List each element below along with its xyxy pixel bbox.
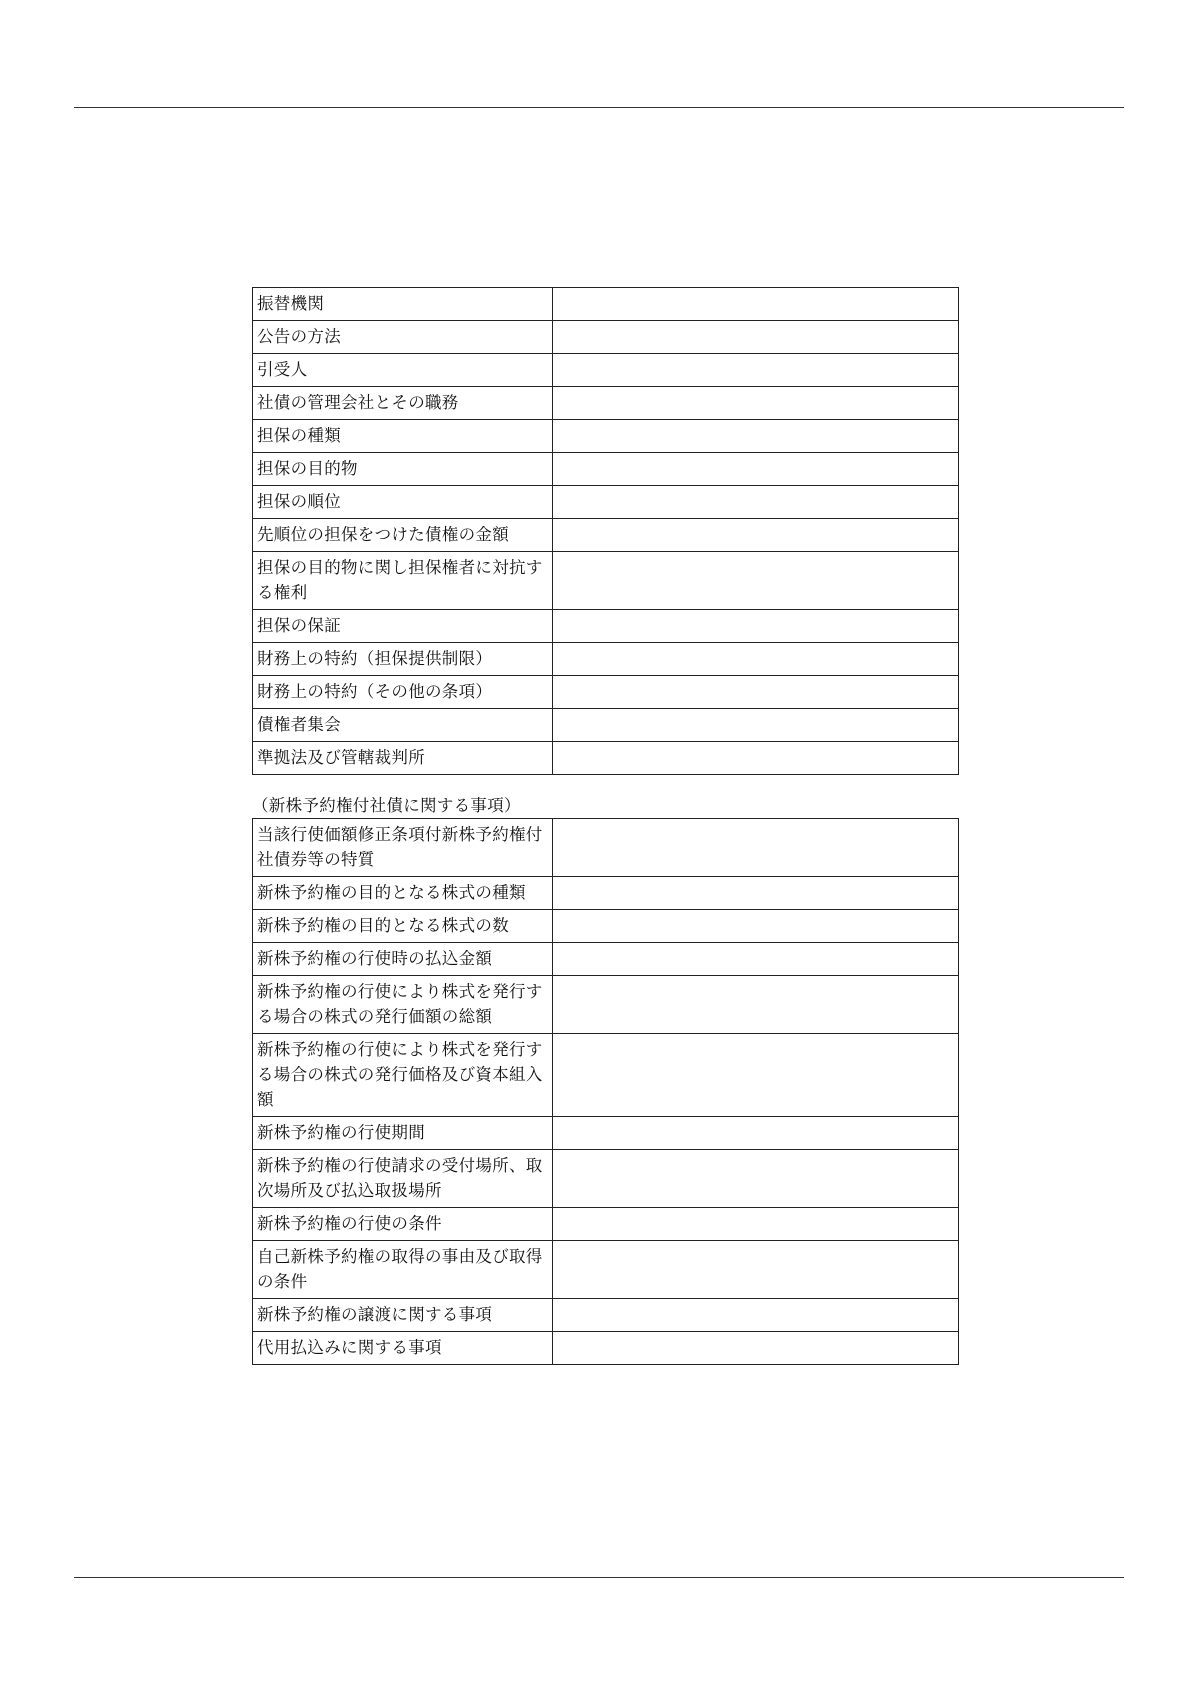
row-label: 新株予約権の行使時の払込金額 <box>253 943 553 976</box>
row-value <box>553 1034 959 1117</box>
row-value <box>553 610 959 643</box>
table-row <box>253 552 959 610</box>
table-row <box>253 610 959 643</box>
row-value <box>553 943 959 976</box>
row-label: 引受人 <box>253 354 553 387</box>
row-value <box>553 420 959 453</box>
row-label: 担保の目的物に関し担保権者に対抗する権利 <box>253 552 553 610</box>
row-value <box>553 819 959 877</box>
row-value <box>553 387 959 420</box>
stock-acquisition-rights-table <box>252 818 959 1365</box>
table-row <box>253 643 959 676</box>
row-label: 準拠法及び管轄裁判所 <box>253 742 553 775</box>
row-label: 新株予約権の譲渡に関する事項 <box>253 1299 553 1332</box>
table-row <box>253 709 959 742</box>
row-value <box>553 288 959 321</box>
table-row <box>253 1034 959 1117</box>
row-label: 当該行使価額修正条項付新株予約権付社債券等の特質 <box>253 819 553 877</box>
row-label: 担保の目的物 <box>253 453 553 486</box>
row-value <box>553 910 959 943</box>
row-label: 担保の順位 <box>253 486 553 519</box>
table-row <box>253 519 959 552</box>
row-label: 代用払込みに関する事項 <box>253 1332 553 1365</box>
table-row <box>253 819 959 877</box>
row-label: 担保の保証 <box>253 610 553 643</box>
row-value <box>553 519 959 552</box>
table-row <box>253 354 959 387</box>
footer-rule <box>74 1577 1124 1578</box>
table-row <box>253 1208 959 1241</box>
row-value <box>553 1150 959 1208</box>
row-value <box>553 354 959 387</box>
row-label: 新株予約権の行使の条件 <box>253 1208 553 1241</box>
row-label: 新株予約権の目的となる株式の数 <box>253 910 553 943</box>
table-row <box>253 943 959 976</box>
table-row <box>253 1150 959 1208</box>
row-value <box>553 676 959 709</box>
row-value <box>553 1241 959 1299</box>
row-label: 債権者集会 <box>253 709 553 742</box>
table-row <box>253 1117 959 1150</box>
row-value <box>553 1299 959 1332</box>
table-row <box>253 453 959 486</box>
row-value <box>553 976 959 1034</box>
row-label: 新株予約権の行使期間 <box>253 1117 553 1150</box>
header-rule <box>74 107 1124 108</box>
row-label: 自己新株予約権の取得の事由及び取得の条件 <box>253 1241 553 1299</box>
row-value <box>553 643 959 676</box>
row-label: 財務上の特約（担保提供制限） <box>253 643 553 676</box>
row-value <box>553 877 959 910</box>
table-row <box>253 877 959 910</box>
row-value <box>553 486 959 519</box>
table-row <box>253 1299 959 1332</box>
row-label: 新株予約権の行使請求の受付場所、取次場所及び払込取扱場所 <box>253 1150 553 1208</box>
row-value <box>553 709 959 742</box>
row-label: 新株予約権の行使により株式を発行する場合の株式の発行価額の総額 <box>253 976 553 1034</box>
row-label: 新株予約権の行使により株式を発行する場合の株式の発行価格及び資本組入額 <box>253 1034 553 1117</box>
table-row <box>253 976 959 1034</box>
table-row <box>253 420 959 453</box>
row-value <box>553 552 959 610</box>
row-label: 財務上の特約（その他の条項） <box>253 676 553 709</box>
row-label: 新株予約権の目的となる株式の種類 <box>253 877 553 910</box>
row-label: 公告の方法 <box>253 321 553 354</box>
row-label: 先順位の担保をつけた債権の金額 <box>253 519 553 552</box>
table-row <box>253 321 959 354</box>
table-row <box>253 387 959 420</box>
row-value <box>553 1332 959 1365</box>
row-label: 社債の管理会社とその職務 <box>253 387 553 420</box>
row-value <box>553 1117 959 1150</box>
table-row <box>253 742 959 775</box>
section-caption: （新株予約権付社債に関する事項） <box>252 796 521 815</box>
row-label: 振替機関 <box>253 288 553 321</box>
table-row <box>253 676 959 709</box>
row-value <box>553 453 959 486</box>
table-row <box>253 910 959 943</box>
table-row <box>253 288 959 321</box>
row-value <box>553 1208 959 1241</box>
row-label: 担保の種類 <box>253 420 553 453</box>
table-row <box>253 1241 959 1299</box>
table-row <box>253 486 959 519</box>
row-value <box>553 321 959 354</box>
row-value <box>553 742 959 775</box>
bond-terms-table <box>252 287 959 775</box>
table-row <box>253 1332 959 1365</box>
